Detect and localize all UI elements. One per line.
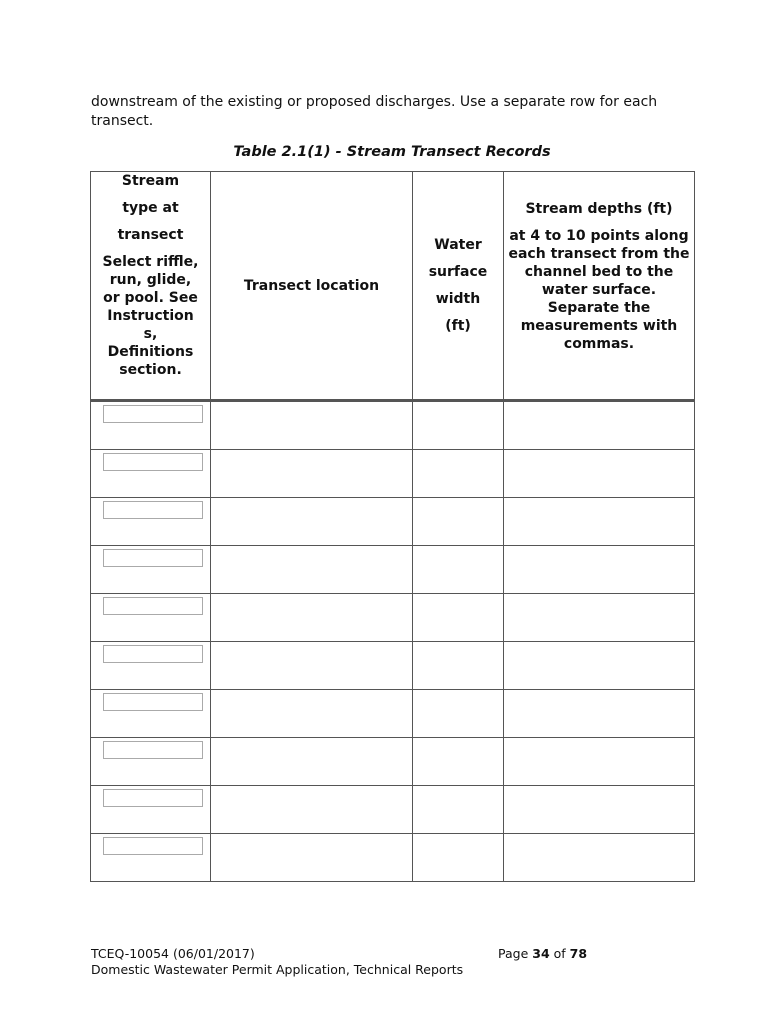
- stream-type-input[interactable]: [103, 549, 203, 567]
- transect-location-cell[interactable]: [211, 546, 413, 594]
- water-surface-width-cell[interactable]: [413, 498, 504, 546]
- stream-depths-cell[interactable]: [504, 786, 695, 834]
- transect-location-cell[interactable]: [211, 690, 413, 738]
- transect-location-cell[interactable]: [211, 450, 413, 498]
- transect-location-cell[interactable]: [211, 786, 413, 834]
- stream-type-input[interactable]: [103, 501, 203, 519]
- table-body: [91, 401, 695, 882]
- table-row: [91, 594, 695, 642]
- header-transect-location-label: Transect location: [243, 277, 380, 294]
- transect-location-cell[interactable]: [211, 594, 413, 642]
- page-prefix: Page: [498, 946, 533, 961]
- transect-location-cell[interactable]: [211, 738, 413, 786]
- water-surface-width-cell[interactable]: [413, 594, 504, 642]
- page-current: 34: [532, 946, 550, 961]
- intro-paragraph: downstream of the existing or proposed discharges. Use a separate row for each transect.: [91, 94, 658, 129]
- stream-depths-cell[interactable]: [504, 738, 695, 786]
- header-stream-type-line2: type at: [122, 200, 179, 216]
- stream-depths-cell[interactable]: [504, 690, 695, 738]
- water-surface-width-cell[interactable]: [413, 546, 504, 594]
- stream-depths-cell[interactable]: [504, 834, 695, 882]
- stream-depths-cell[interactable]: [504, 401, 695, 450]
- table-row: [91, 498, 695, 546]
- transect-location-cell[interactable]: [211, 401, 413, 450]
- stream-type-input[interactable]: [103, 645, 203, 663]
- water-surface-width-cell[interactable]: [413, 786, 504, 834]
- header-width-line4: (ft): [445, 318, 471, 334]
- table-row: [91, 546, 695, 594]
- stream-type-cell: [91, 450, 211, 498]
- header-stream-depths: [504, 172, 695, 401]
- stream-type-cell: [91, 594, 211, 642]
- table-row: [91, 786, 695, 834]
- transect-location-cell[interactable]: [211, 834, 413, 882]
- page-of: of: [549, 946, 570, 961]
- stream-type-cell: [91, 690, 211, 738]
- water-surface-width-cell[interactable]: [413, 738, 504, 786]
- stream-type-cell: [91, 834, 211, 882]
- header-water-surface-width: [413, 172, 504, 401]
- stream-depths-cell[interactable]: [504, 594, 695, 642]
- header-stream-type-line3: transect: [117, 227, 184, 243]
- stream-depths-cell[interactable]: [504, 450, 695, 498]
- table-caption: Table 2.1(1) - Stream Transect Records: [233, 144, 551, 160]
- header-stream-depths-title: Stream depths (ft): [525, 201, 673, 217]
- water-surface-width-cell[interactable]: [413, 642, 504, 690]
- header-stream-type-instructions: Select riffle, run, glide, or pool. See Instruction s, Definitions section.: [102, 254, 199, 378]
- stream-type-cell: [91, 498, 211, 546]
- transect-location-cell[interactable]: [211, 498, 413, 546]
- stream-type-cell: [91, 738, 211, 786]
- header-stream-type-line1: Stream: [121, 173, 180, 189]
- table-row: [91, 690, 695, 738]
- stream-type-input[interactable]: [103, 597, 203, 615]
- stream-type-cell: [91, 786, 211, 834]
- page-total: 78: [569, 946, 588, 961]
- table-row: [91, 401, 695, 450]
- stream-type-cell: [91, 546, 211, 594]
- table-row: [91, 450, 695, 498]
- stream-depths-cell[interactable]: [504, 498, 695, 546]
- header-width-line1: Water: [434, 237, 482, 253]
- water-surface-width-cell[interactable]: [413, 450, 504, 498]
- water-surface-width-cell[interactable]: [413, 401, 504, 450]
- document-title: Domestic Wastewater Permit Application, Technical Reports: [91, 962, 464, 977]
- stream-depths-cell[interactable]: [504, 546, 695, 594]
- table-row: [91, 642, 695, 690]
- header-width-line3: width: [435, 291, 481, 307]
- page-number: [498, 946, 587, 962]
- stream-type-input[interactable]: [103, 837, 203, 855]
- water-surface-width-cell[interactable]: [413, 690, 504, 738]
- stream-transect-table: [90, 171, 695, 882]
- table-header-row: [91, 172, 695, 401]
- stream-type-input[interactable]: [103, 693, 203, 711]
- stream-depths-cell[interactable]: [504, 642, 695, 690]
- stream-type-cell: [91, 401, 211, 450]
- header-stream-type: [91, 172, 211, 401]
- table-row: [91, 834, 695, 882]
- header-stream-depths-instructions: at 4 to 10 points along each transect from the channel bed to the water surface. Separate the measurements with commas.: [508, 228, 690, 352]
- stream-type-cell: [91, 642, 211, 690]
- page-footer: [91, 946, 691, 978]
- stream-type-input[interactable]: [103, 741, 203, 759]
- form-id: TCEQ-10054 (06/01/2017): [91, 946, 255, 961]
- water-surface-width-cell[interactable]: [413, 834, 504, 882]
- header-transect-location: [211, 172, 413, 401]
- stream-type-input[interactable]: [103, 453, 203, 471]
- header-width-line2: surface: [428, 264, 488, 280]
- transect-location-cell[interactable]: [211, 642, 413, 690]
- stream-type-input[interactable]: [103, 405, 203, 423]
- stream-type-input[interactable]: [103, 789, 203, 807]
- table-row: [91, 738, 695, 786]
